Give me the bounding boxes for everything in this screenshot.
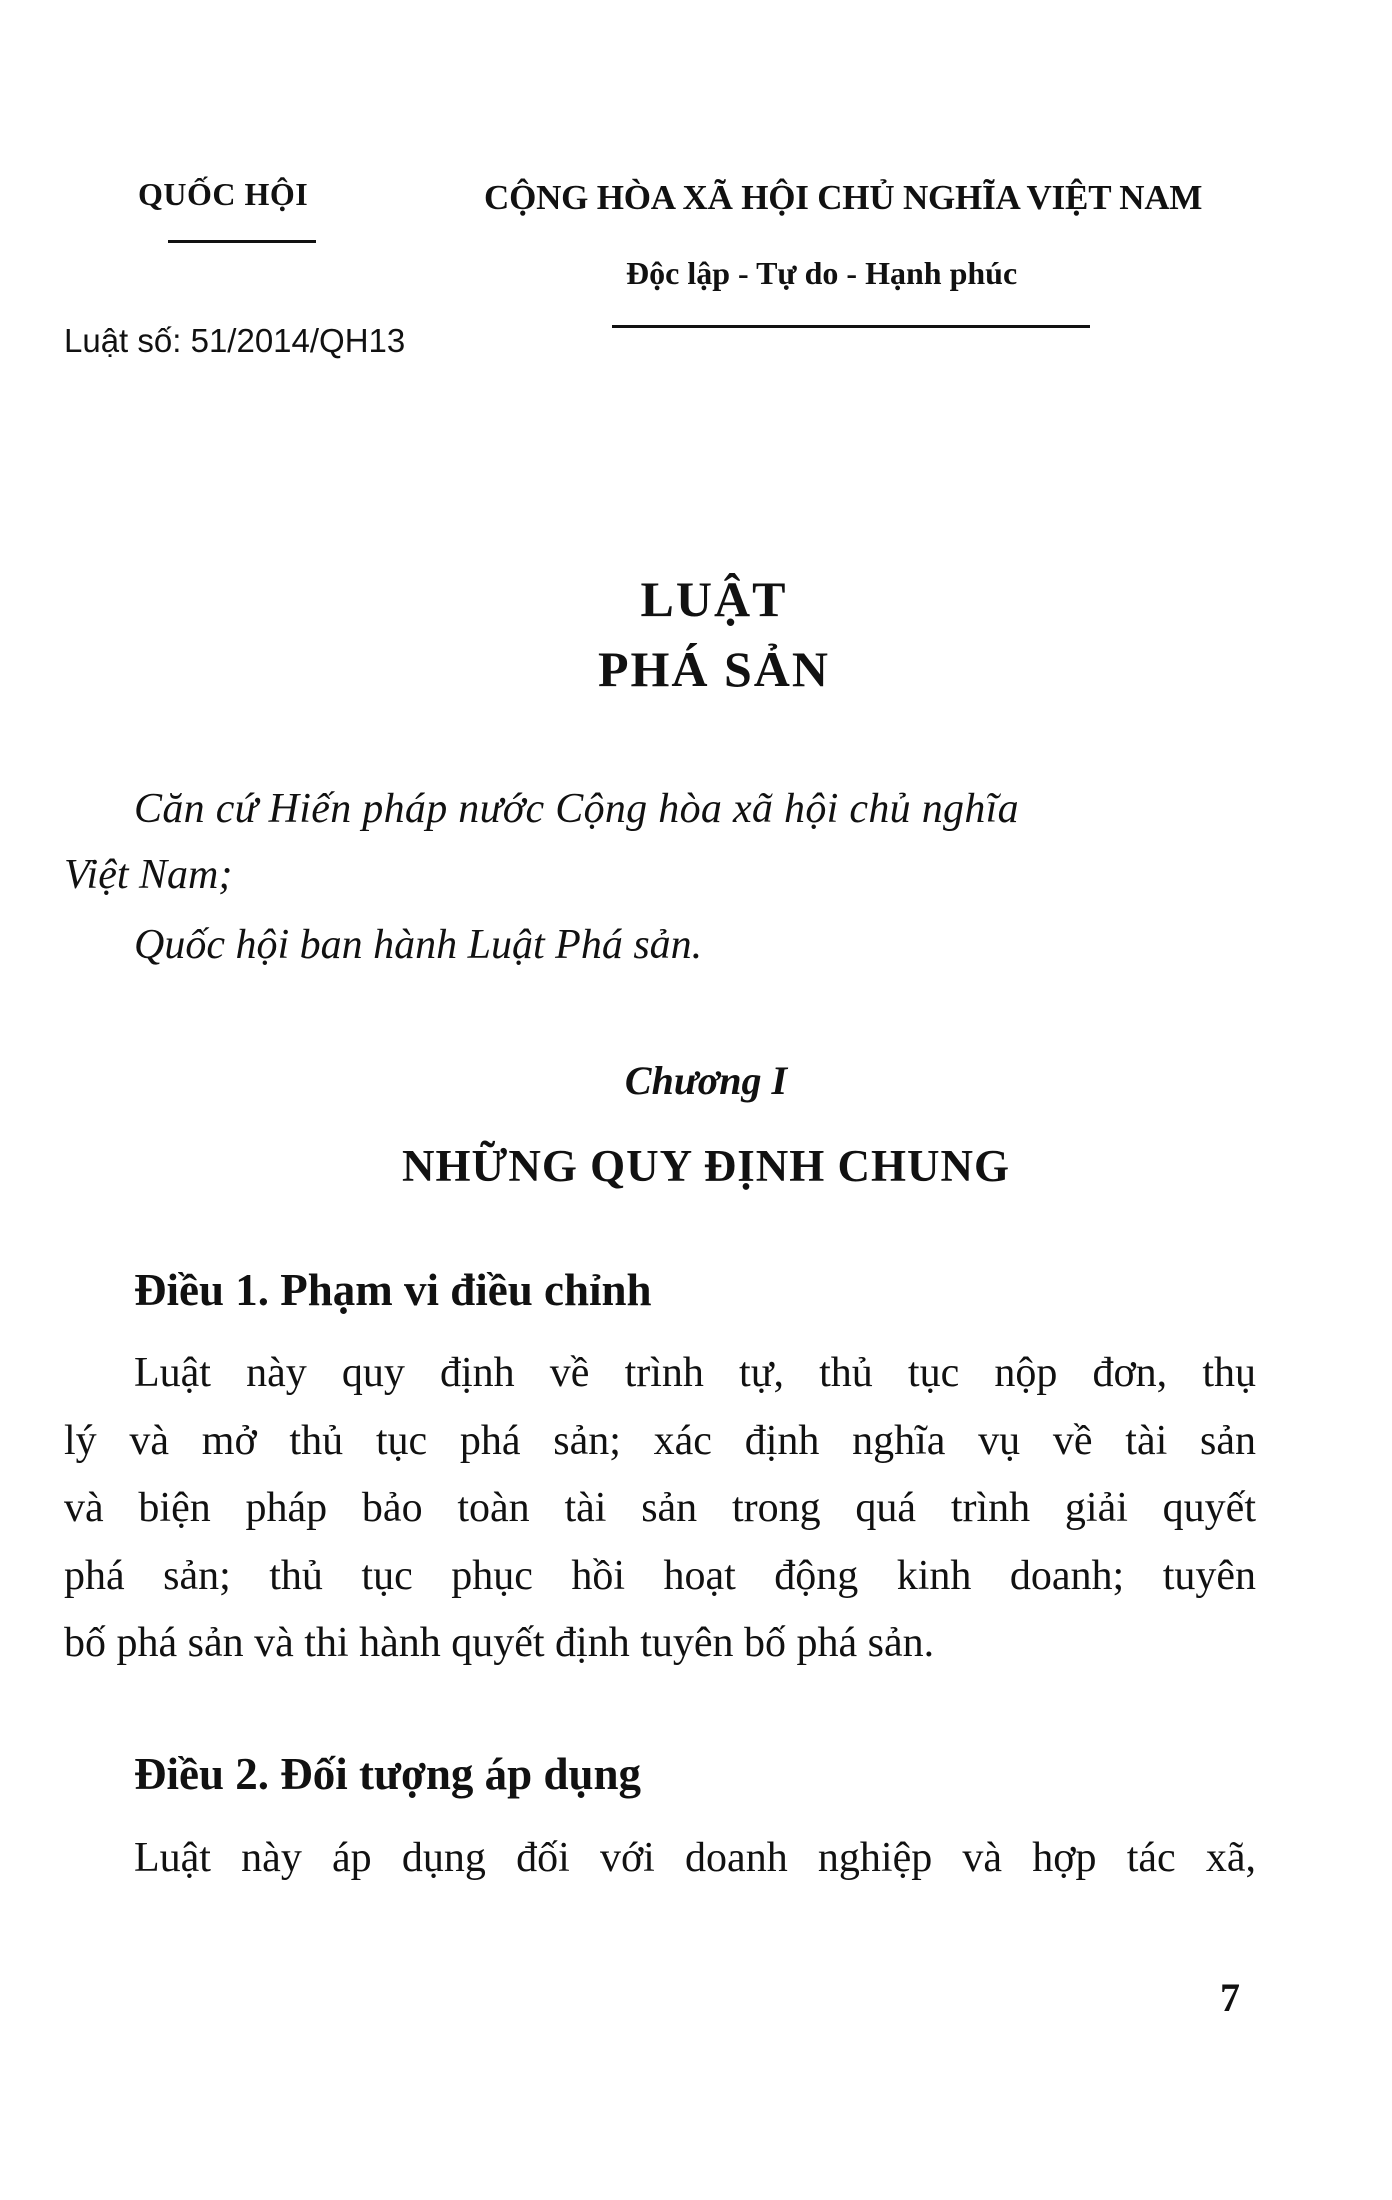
law-number: Luật số: 51/2014/QH13 — [64, 322, 406, 359]
national-motto: Độc lập - Tự do - Hạnh phúc — [626, 255, 1018, 291]
issuer-underline — [168, 240, 316, 243]
article-2-line: Luật này áp dụng đối với doanh nghiệp và hợp tác xã, — [134, 1835, 1256, 1881]
republic-name: CỘNG HÒA XÃ HỘI CHỦ NGHĨA VIỆT NAM — [484, 178, 1203, 217]
article-1-line: và biện pháp bảo toàn tài sản trong quá trình giải quyết — [64, 1485, 1256, 1531]
article-2-body — [64, 1825, 1256, 1893]
article-1-line: bố phá sản và thi hành quyết định tuyên bố phá sản. — [64, 1620, 935, 1666]
issuer-name: QUỐC HỘI — [138, 176, 309, 212]
chapter-number: Chương I — [624, 1058, 788, 1103]
article-1-line: lý và mở thủ tục phá sản; xác định nghĩa vụ về tài sản — [64, 1417, 1256, 1464]
document-title-line1: LUẬT — [640, 571, 788, 627]
motto-underline — [612, 325, 1090, 328]
preamble-line-3: Quốc hội ban hành Luật Phá sản. — [134, 922, 703, 968]
chapter-title: NHỮNG QUY ĐỊNH CHUNG — [402, 1141, 1010, 1191]
page-number: 7 — [1220, 1975, 1240, 2020]
article-1-body — [64, 1340, 1256, 1678]
article-1-line: phá sản; thủ tục phục hồi hoạt động kinh doanh; tuyên — [64, 1552, 1256, 1599]
article-1-line: Luật này quy định về trình tự, thủ tục nộp đơn, thụ — [134, 1350, 1256, 1396]
preamble-line-1: Căn cứ Hiến pháp nước Cộng hòa xã hội chủ nghĩa — [134, 786, 1019, 832]
document-title-line2: PHÁ SẢN — [597, 641, 831, 697]
article-2-heading: Điều 2. Đối tượng áp dụng — [134, 1749, 642, 1799]
article-1-heading: Điều 1. Phạm vi điều chỉnh — [134, 1265, 652, 1315]
preamble-line-2: Việt Nam; — [64, 852, 233, 898]
